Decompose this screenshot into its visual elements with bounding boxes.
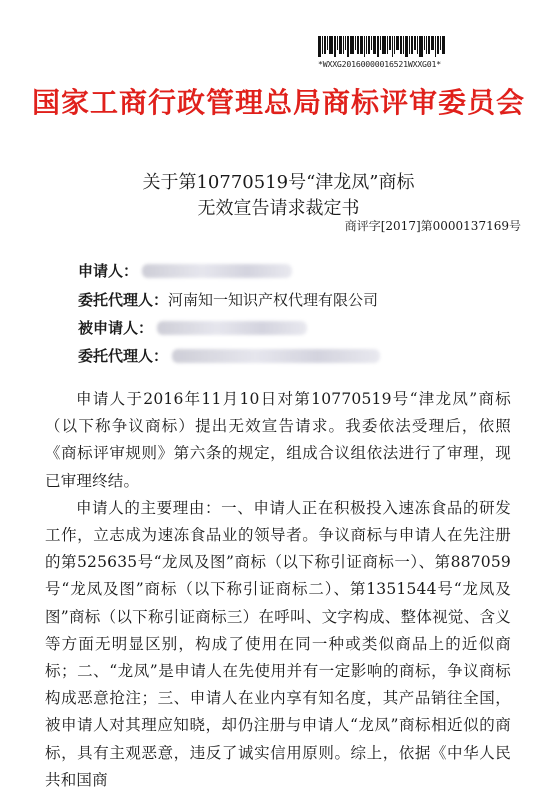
party-label: 申请人： xyxy=(78,262,139,280)
barcode-bar xyxy=(373,36,376,54)
agency-name: 国家工商行政管理总局商标评审委员会 xyxy=(31,86,525,119)
redacted-name xyxy=(142,264,292,278)
barcode-bar xyxy=(347,36,349,57)
barcode-bar xyxy=(355,36,356,50)
barcode-bar xyxy=(371,36,372,50)
document-title-line1: 关于第10770519号“津龙凤”商标 xyxy=(142,172,415,193)
barcode-bar xyxy=(417,36,418,54)
barcode-bar xyxy=(318,36,321,57)
barcode-bar xyxy=(411,36,413,54)
barcode-bar xyxy=(426,36,427,54)
party-value: 河南知一知识产权代理有限公司 xyxy=(168,291,379,309)
barcode-bar xyxy=(394,36,395,54)
barcode-bar xyxy=(409,36,410,54)
barcode-bar xyxy=(442,36,445,54)
barcode-bar xyxy=(329,36,333,54)
barcode-bar xyxy=(357,36,359,54)
barcode-bar xyxy=(366,36,367,54)
barcode-bar xyxy=(419,36,423,57)
party-applicant xyxy=(78,260,292,281)
barcode-bar xyxy=(327,36,328,50)
paragraph: 申请人于2016年11月10日对第10770519号“津龙凤”商标（以下称争议商标）提出无效宣告请求。我委依法受理后，依照《商标评审规则》第六条的规定，组成合议组依法进行了审理，现已审理终结。 xyxy=(45,390,511,490)
barcode-bar xyxy=(431,36,434,50)
barcode-bar xyxy=(424,36,425,50)
barcode-bar xyxy=(334,36,336,57)
barcode-bar xyxy=(440,36,441,50)
party-applicant-agent xyxy=(78,289,378,310)
party-respondent-agent xyxy=(78,345,380,366)
barcode-bar xyxy=(343,36,344,54)
party-respondent xyxy=(78,317,307,338)
decision-body xyxy=(45,386,511,794)
barcode-bar xyxy=(380,36,381,50)
barcode-bar xyxy=(396,36,399,50)
party-label: 委托代理人： xyxy=(78,347,169,365)
barcode-bar xyxy=(364,36,365,57)
barcode-bar xyxy=(382,36,386,54)
barcode-bar xyxy=(414,36,416,50)
barcode-bar xyxy=(435,36,436,57)
barcode-bar xyxy=(392,36,393,57)
party-label: 委托代理人： xyxy=(78,291,169,309)
barcode-bar xyxy=(400,36,402,54)
redacted-name xyxy=(157,321,307,335)
barcode-bar xyxy=(389,36,391,50)
barcode-bar xyxy=(437,36,439,54)
redacted-name xyxy=(172,349,380,363)
reference-number: 商评字[2017]第0000137169号 xyxy=(344,219,521,233)
barcode-bar xyxy=(337,36,338,50)
party-label: 被申请人： xyxy=(78,319,154,337)
barcode-bar xyxy=(324,36,326,54)
barcode-bar xyxy=(322,36,323,54)
barcode-bar xyxy=(339,36,342,54)
paragraph: 申请人的主要理由：一、申请人正在积极投入速冻食品的研发工作，立志成为速冻食品业的领导者。争议商标与申请人在先注册的第525635号“龙凤及图”商标（以下称引证商标一）、第887059号“龙凤及图”商标（以下称引证商标二）、第1351544号“龙凤及图”商标（以下称引证商标三）在呼叫、文字构成、整体视觉、含义等方面无明显区别，构成了使用在同一种或类似商品上的近似商标；二、“龙凤”是申请人在先使用并有一定影响的商标，争议商标构成恶意抢注；三、申请人在业内享有知名度，其产品销往全国，被申请人对其理应知晓，却仍注册与申请人“龙凤”商标相近似的商标，具有主观恶意，违反了诚实信用原则。综上，依据《中华人民共和国商 xyxy=(45,498,511,789)
barcode-bar xyxy=(360,36,363,54)
document-title-line2: 无效宣告请求裁定书 xyxy=(197,198,360,219)
barcode-bar xyxy=(387,36,388,54)
barcode-number: *WXXG20160000016521WXXG01* xyxy=(318,59,441,69)
barcode xyxy=(318,36,496,68)
barcode-bar xyxy=(405,36,408,57)
barcode-bar xyxy=(428,36,430,54)
barcode-bar xyxy=(377,36,379,57)
barcode-bar xyxy=(403,36,404,54)
barcode-image xyxy=(318,36,496,57)
barcode-bar xyxy=(350,36,354,54)
barcode-bar xyxy=(368,36,370,54)
barcode-bar xyxy=(345,36,346,50)
